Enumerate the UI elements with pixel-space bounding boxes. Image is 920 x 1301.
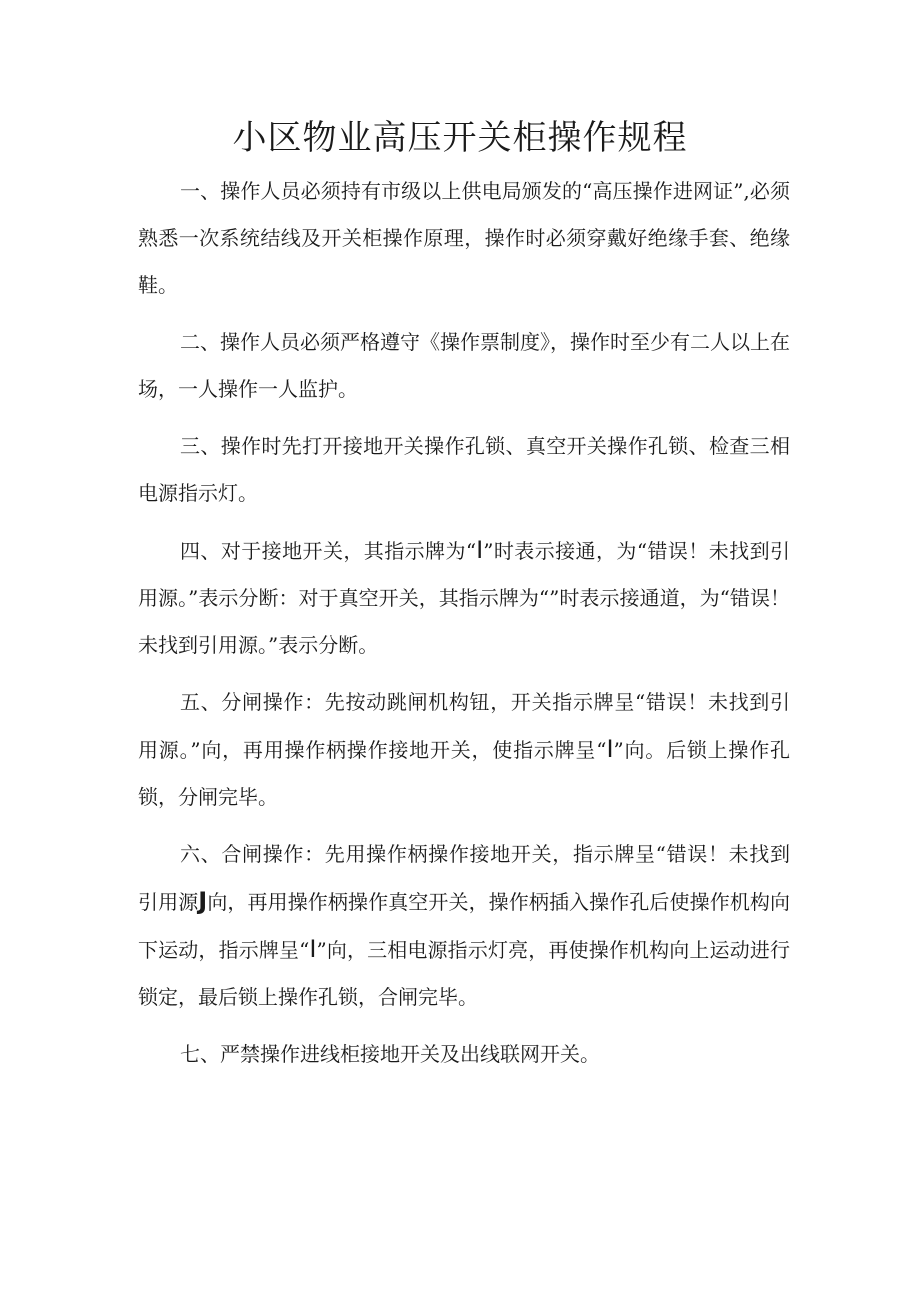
indicator-mark: I [606, 735, 614, 763]
paragraph-4-text-b: ”时表示接通，为“错误！未找到引用源。”表示分断：对于真空开关，其指示牌为“”时表示接通道，为“错误！未找到引用源。”表示分断。 [138, 539, 790, 657]
paragraph-5-text-b: ”向。后锁上操作孔锁，分闸完毕。 [138, 738, 790, 809]
indicator-mark: I [476, 536, 484, 564]
paragraph-1: 一、操作人员必须持有市级以上供电局颁发的“高压操作进网证”,必须熟悉一次系统结线及开关柜操作原理，操作时必须穿戴好绝缘手套、绝缘鞋。 [138, 179, 790, 297]
paragraph-3: 三、操作时先打开接地开关操作孔锁、真空开关操作孔锁、检查三相电源指示灯。 [138, 434, 790, 505]
document-body [138, 168, 790, 1088]
paragraph-5-text-a: 五、分闸操作：先按动跳闸机构钮，开关指示牌呈“错误！未找到引用源。”向，再用操作柄操作接地开关，使指示牌呈“ [138, 690, 790, 762]
paragraph-2: 二、操作人员必须严格遵守《操作票制度》，操作时至少有二人以上在场，一人操作一人监护。 [138, 330, 790, 401]
paragraph-6-text-a: 六、合闸操作：先用操作柄操作接地开关，指示牌呈“错误！未找到引用源 [138, 842, 790, 914]
paragraph-5 [138, 679, 790, 821]
paragraph-7: 七、严禁操作进线柜接地开关及出线联网开关。 [180, 1042, 600, 1066]
paragraph-6-text-b: 向，再用操作柄操作真空开关，操作柄插入操作孔后使操作机构向下运动，指示牌呈“ [138, 890, 791, 962]
page-title: 小区物业高压开关柜操作规程 [232, 118, 688, 158]
indicator-mark-j: J [198, 887, 208, 915]
paragraph-4-text-a: 四、对于接地开关，其指示牌为“ [180, 539, 477, 563]
paragraph-4 [138, 527, 790, 669]
paragraph-6-text-c: ”向，三相电源指示灯亮，再使操作机构向上运动进行锁定，最后锁上操作孔锁，合闸完毕。 [138, 938, 790, 1009]
paragraph-6 [138, 831, 790, 1021]
indicator-mark: I [309, 935, 317, 963]
